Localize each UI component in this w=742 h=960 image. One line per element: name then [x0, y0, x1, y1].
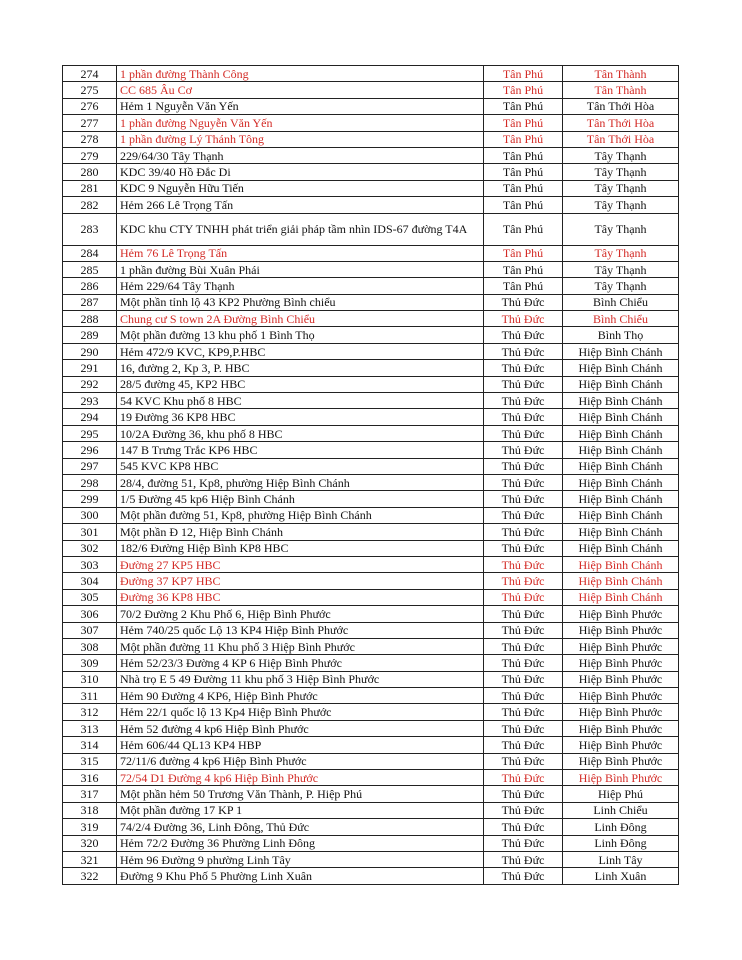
address-cell: 229/64/30 Tây Thạnh — [117, 147, 484, 163]
address-cell: Hẻm 72/2 Đường 36 Phường Linh Đông — [117, 835, 484, 851]
district-cell: Tân Phú — [484, 197, 563, 213]
row-number: 322 — [63, 868, 117, 884]
row-number: 290 — [63, 343, 117, 359]
address-cell: Một phần đường 17 KP 1 — [117, 802, 484, 818]
district-cell: Thủ Đức — [484, 819, 563, 835]
address-cell: Chung cư S town 2A Đường Bình Chiểu — [117, 311, 484, 327]
table-row — [63, 360, 679, 376]
ward-cell: Hiệp Bình Phước — [563, 671, 679, 687]
row-number: 315 — [63, 753, 117, 769]
address-cell: 19 Đường 36 KP8 HBC — [117, 409, 484, 425]
table-row — [63, 393, 679, 409]
row-number: 300 — [63, 507, 117, 523]
district-cell: Thủ Đức — [484, 638, 563, 654]
address-cell: Một phần đường 51, Kp8, phường Hiệp Bình Chánh — [117, 507, 484, 523]
table-body — [63, 66, 679, 885]
lockdown-area-table — [62, 65, 679, 885]
ward-cell: Tây Thạnh — [563, 197, 679, 213]
address-cell: Hẻm 76 Lê Trọng Tấn — [117, 245, 484, 261]
table-row — [63, 622, 679, 638]
table-row — [63, 458, 679, 474]
ward-cell: Tân Thới Hòa — [563, 98, 679, 114]
district-cell: Thủ Đức — [484, 409, 563, 425]
address-cell: Một phần Đ 12, Hiệp Bình Chánh — [117, 524, 484, 540]
address-cell: 28/4, đường 51, Kp8, phường Hiệp Bình Chánh — [117, 474, 484, 490]
row-number: 319 — [63, 819, 117, 835]
ward-cell: Linh Xuân — [563, 868, 679, 884]
table-row — [63, 851, 679, 867]
table-row — [63, 131, 679, 147]
ward-cell: Hiệp Bình Chánh — [563, 376, 679, 392]
table-row — [63, 589, 679, 605]
table-row — [63, 343, 679, 359]
ward-cell: Hiệp Bình Phước — [563, 638, 679, 654]
row-number: 283 — [63, 213, 117, 245]
address-cell: 72/11/6 đường 4 kp6 Hiệp Bình Phước — [117, 753, 484, 769]
row-number: 296 — [63, 442, 117, 458]
district-cell: Tân Phú — [484, 82, 563, 98]
table-row — [63, 164, 679, 180]
district-cell: Thủ Đức — [484, 573, 563, 589]
row-number: 284 — [63, 245, 117, 261]
ward-cell: Hiệp Bình Chánh — [563, 556, 679, 572]
district-cell: Thủ Đức — [484, 770, 563, 786]
table-row — [63, 245, 679, 261]
ward-cell: Hiệp Bình Phước — [563, 688, 679, 704]
table-row — [63, 556, 679, 572]
table-row — [63, 737, 679, 753]
district-cell: Thủ Đức — [484, 720, 563, 736]
address-cell: 70/2 Đường 2 Khu Phố 6, Hiệp Bình Phước — [117, 606, 484, 622]
ward-cell: Bình Chiểu — [563, 311, 679, 327]
address-cell: Một phần đường 11 Khu phố 3 Hiệp Bình Phước — [117, 638, 484, 654]
district-cell: Thủ Đức — [484, 556, 563, 572]
row-number: 287 — [63, 294, 117, 310]
row-number: 303 — [63, 556, 117, 572]
table-row — [63, 98, 679, 114]
row-number: 289 — [63, 327, 117, 343]
address-cell: Một phần hẻm 50 Trương Văn Thành, P. Hiệp Phú — [117, 786, 484, 802]
ward-cell: Tây Thạnh — [563, 278, 679, 294]
table-row — [63, 671, 679, 687]
address-cell: Hẻm 52/23/3 Đường 4 KP 6 Hiệp Bình Phước — [117, 655, 484, 671]
row-number: 298 — [63, 474, 117, 490]
row-number: 312 — [63, 704, 117, 720]
address-cell: 1 phần đường Lý Thánh Tông — [117, 131, 484, 147]
district-cell: Tân Phú — [484, 115, 563, 131]
district-cell: Thủ Đức — [484, 393, 563, 409]
table-row — [63, 524, 679, 540]
address-cell: 1 phần đường Bùi Xuân Phái — [117, 261, 484, 277]
ward-cell: Hiệp Bình Chánh — [563, 540, 679, 556]
address-cell: Đường 36 KP8 HBC — [117, 589, 484, 605]
table-row — [63, 409, 679, 425]
row-number: 291 — [63, 360, 117, 376]
address-cell: Hẻm 229/64 Tây Thạnh — [117, 278, 484, 294]
ward-cell: Hiệp Bình Chánh — [563, 409, 679, 425]
table-row — [63, 213, 679, 245]
ward-cell: Hiệp Bình Chánh — [563, 491, 679, 507]
row-number: 299 — [63, 491, 117, 507]
ward-cell: Hiệp Bình Chánh — [563, 589, 679, 605]
table-row — [63, 704, 679, 720]
row-number: 318 — [63, 802, 117, 818]
ward-cell: Hiệp Bình Chánh — [563, 474, 679, 490]
district-cell: Tân Phú — [484, 147, 563, 163]
table-row — [63, 507, 679, 523]
address-cell: Hẻm 90 Đường 4 KP6, Hiệp Bình Phước — [117, 688, 484, 704]
ward-cell: Hiệp Bình Phước — [563, 720, 679, 736]
address-cell: KDC 39/40 Hồ Đắc Di — [117, 164, 484, 180]
ward-cell: Hiệp Bình Chánh — [563, 425, 679, 441]
district-cell: Thủ Đức — [484, 606, 563, 622]
row-number: 280 — [63, 164, 117, 180]
row-number: 281 — [63, 180, 117, 196]
address-cell: 28/5 đường 45, KP2 HBC — [117, 376, 484, 392]
table-row — [63, 540, 679, 556]
table-row — [63, 753, 679, 769]
district-cell: Thủ Đức — [484, 786, 563, 802]
district-cell: Thủ Đức — [484, 360, 563, 376]
district-cell: Tân Phú — [484, 164, 563, 180]
ward-cell: Tân Thành — [563, 82, 679, 98]
ward-cell: Hiệp Bình Chánh — [563, 360, 679, 376]
address-cell: Một phần đường 13 khu phố 1 Bình Thọ — [117, 327, 484, 343]
ward-cell: Tân Thới Hòa — [563, 131, 679, 147]
row-number: 313 — [63, 720, 117, 736]
row-number: 292 — [63, 376, 117, 392]
row-number: 288 — [63, 311, 117, 327]
district-cell: Thủ Đức — [484, 425, 563, 441]
district-cell: Thủ Đức — [484, 835, 563, 851]
address-cell: 54 KVC Khu phố 8 HBC — [117, 393, 484, 409]
ward-cell: Tây Thạnh — [563, 164, 679, 180]
table-row — [63, 638, 679, 654]
table-row — [63, 180, 679, 196]
row-number: 305 — [63, 589, 117, 605]
row-number: 293 — [63, 393, 117, 409]
district-cell: Tân Phú — [484, 180, 563, 196]
table-row — [63, 327, 679, 343]
table-row — [63, 115, 679, 131]
district-cell: Thủ Đức — [484, 524, 563, 540]
address-cell: Hẻm 52 đường 4 kp6 Hiệp Bình Phước — [117, 720, 484, 736]
address-cell: Hẻm 472/9 KVC, KP9,P.HBC — [117, 343, 484, 359]
address-cell: Hẻm 1 Nguyễn Văn Yến — [117, 98, 484, 114]
table-row — [63, 311, 679, 327]
table-row — [63, 868, 679, 884]
ward-cell: Hiệp Bình Phước — [563, 770, 679, 786]
row-number: 314 — [63, 737, 117, 753]
district-cell: Thủ Đức — [484, 474, 563, 490]
table-row — [63, 835, 679, 851]
district-cell: Thủ Đức — [484, 868, 563, 884]
table-row — [63, 261, 679, 277]
address-cell: 74/2/4 Đường 36, Linh Đông, Thủ Đức — [117, 819, 484, 835]
district-cell: Thủ Đức — [484, 622, 563, 638]
table-row — [63, 82, 679, 98]
district-cell: Thủ Đức — [484, 802, 563, 818]
row-number: 294 — [63, 409, 117, 425]
table-row — [63, 491, 679, 507]
ward-cell: Tây Thạnh — [563, 261, 679, 277]
address-cell: KDC 9 Nguyễn Hữu Tiến — [117, 180, 484, 196]
district-cell: Thủ Đức — [484, 540, 563, 556]
ward-cell: Bình Thọ — [563, 327, 679, 343]
district-cell: Thủ Đức — [484, 688, 563, 704]
ward-cell: Hiệp Bình Phước — [563, 655, 679, 671]
table-row — [63, 197, 679, 213]
district-cell: Thủ Đức — [484, 704, 563, 720]
district-cell: Tân Phú — [484, 278, 563, 294]
district-cell: Thủ Đức — [484, 327, 563, 343]
district-cell: Thủ Đức — [484, 655, 563, 671]
row-number: 321 — [63, 851, 117, 867]
table-row — [63, 442, 679, 458]
table-row — [63, 147, 679, 163]
district-cell: Thủ Đức — [484, 671, 563, 687]
ward-cell: Bình Chiểu — [563, 294, 679, 310]
ward-cell: Hiệp Bình Phước — [563, 704, 679, 720]
address-cell: 1/5 Đường 45 kp6 Hiệp Bình Chánh — [117, 491, 484, 507]
ward-cell: Linh Đông — [563, 819, 679, 835]
ward-cell: Tây Thạnh — [563, 245, 679, 261]
district-cell: Thủ Đức — [484, 376, 563, 392]
row-number: 307 — [63, 622, 117, 638]
row-number: 308 — [63, 638, 117, 654]
ward-cell: Hiệp Bình Chánh — [563, 458, 679, 474]
district-cell: Thủ Đức — [484, 737, 563, 753]
row-number: 295 — [63, 425, 117, 441]
table-row — [63, 425, 679, 441]
row-number: 306 — [63, 606, 117, 622]
row-number: 309 — [63, 655, 117, 671]
table-row — [63, 278, 679, 294]
district-cell: Thủ Đức — [484, 851, 563, 867]
row-number: 285 — [63, 261, 117, 277]
table-row — [63, 294, 679, 310]
ward-cell: Tân Thới Hòa — [563, 115, 679, 131]
ward-cell: Hiệp Bình Chánh — [563, 442, 679, 458]
row-number: 302 — [63, 540, 117, 556]
district-cell: Thủ Đức — [484, 458, 563, 474]
table-row — [63, 655, 679, 671]
address-cell: 10/2A Đường 36, khu phố 8 HBC — [117, 425, 484, 441]
district-cell: Thủ Đức — [484, 311, 563, 327]
address-cell: Hẻm 96 Đường 9 phường Linh Tây — [117, 851, 484, 867]
row-number: 317 — [63, 786, 117, 802]
table-row — [63, 770, 679, 786]
address-cell: Một phần tỉnh lộ 43 KP2 Phường Bình chiểu — [117, 294, 484, 310]
row-number: 276 — [63, 98, 117, 114]
ward-cell: Hiệp Bình Phước — [563, 737, 679, 753]
table-row — [63, 573, 679, 589]
table-row — [63, 720, 679, 736]
address-cell: Hẻm 22/1 quốc lộ 13 Kp4 Hiệp Bình Phước — [117, 704, 484, 720]
address-cell: Nhà trọ E 5 49 Đường 11 khu phố 3 Hiệp Bình Phước — [117, 671, 484, 687]
ward-cell: Hiệp Bình Chánh — [563, 507, 679, 523]
address-cell: Hẻm 606/44 QL13 KP4 HBP — [117, 737, 484, 753]
address-cell: KDC khu CTY TNHH phát triển giải pháp tầm nhìn IDS-67 đường T4A — [117, 213, 484, 245]
district-cell: Thủ Đức — [484, 442, 563, 458]
ward-cell: Linh Tây — [563, 851, 679, 867]
address-cell: 72/54 D1 Đường 4 kp6 Hiệp Bình Phước — [117, 770, 484, 786]
address-cell: Đường 37 KP7 HBC — [117, 573, 484, 589]
ward-cell: Linh Đông — [563, 835, 679, 851]
ward-cell: Hiệp Bình Chánh — [563, 524, 679, 540]
row-number: 282 — [63, 197, 117, 213]
ward-cell: Hiệp Bình Chánh — [563, 573, 679, 589]
ward-cell: Tân Thành — [563, 66, 679, 82]
table-row — [63, 688, 679, 704]
table-row — [63, 66, 679, 82]
address-cell: CC 685 Âu Cơ — [117, 82, 484, 98]
address-cell: 545 KVC KP8 HBC — [117, 458, 484, 474]
ward-cell: Tây Thạnh — [563, 147, 679, 163]
address-cell: 1 phần đường Thành Công — [117, 66, 484, 82]
address-cell: 147 B Trưng Trắc KP6 HBC — [117, 442, 484, 458]
row-number: 311 — [63, 688, 117, 704]
address-cell: Hẻm 266 Lê Trọng Tấn — [117, 197, 484, 213]
table-row — [63, 819, 679, 835]
address-cell: 182/6 Đường Hiệp Bình KP8 HBC — [117, 540, 484, 556]
ward-cell: Hiệp Bình Chánh — [563, 343, 679, 359]
ward-cell: Hiệp Bình Chánh — [563, 393, 679, 409]
row-number: 286 — [63, 278, 117, 294]
ward-cell: Hiệp Bình Phước — [563, 622, 679, 638]
table-row — [63, 474, 679, 490]
district-cell: Thủ Đức — [484, 491, 563, 507]
table-row — [63, 802, 679, 818]
row-number: 275 — [63, 82, 117, 98]
district-cell: Thủ Đức — [484, 753, 563, 769]
address-cell: 1 phần đường Nguyễn Văn Yến — [117, 115, 484, 131]
row-number: 320 — [63, 835, 117, 851]
address-cell: Hẻm 740/25 quốc Lộ 13 KP4 Hiệp Bình Phước — [117, 622, 484, 638]
row-number: 279 — [63, 147, 117, 163]
district-cell: Thủ Đức — [484, 507, 563, 523]
district-cell: Tân Phú — [484, 261, 563, 277]
row-number: 310 — [63, 671, 117, 687]
table-row — [63, 786, 679, 802]
row-number: 274 — [63, 66, 117, 82]
district-cell: Tân Phú — [484, 213, 563, 245]
district-cell: Tân Phú — [484, 131, 563, 147]
row-number: 304 — [63, 573, 117, 589]
row-number: 297 — [63, 458, 117, 474]
table-row — [63, 606, 679, 622]
address-cell: Đường 27 KP5 HBC — [117, 556, 484, 572]
ward-cell: Hiệp Bình Phước — [563, 753, 679, 769]
table-row — [63, 376, 679, 392]
ward-cell: Tây Thạnh — [563, 213, 679, 245]
ward-cell: Linh Chiểu — [563, 802, 679, 818]
district-cell: Tân Phú — [484, 245, 563, 261]
ward-cell: Hiệp Bình Phước — [563, 606, 679, 622]
ward-cell: Hiệp Phú — [563, 786, 679, 802]
row-number: 316 — [63, 770, 117, 786]
district-cell: Thủ Đức — [484, 589, 563, 605]
district-cell: Thủ Đức — [484, 343, 563, 359]
row-number: 277 — [63, 115, 117, 131]
district-cell: Thủ Đức — [484, 294, 563, 310]
district-cell: Tân Phú — [484, 98, 563, 114]
row-number: 278 — [63, 131, 117, 147]
row-number: 301 — [63, 524, 117, 540]
address-cell: 16, đường 2, Kp 3, P. HBC — [117, 360, 484, 376]
address-cell: Đường 9 Khu Phố 5 Phường Linh Xuân — [117, 868, 484, 884]
ward-cell: Tây Thạnh — [563, 180, 679, 196]
district-cell: Tân Phú — [484, 66, 563, 82]
